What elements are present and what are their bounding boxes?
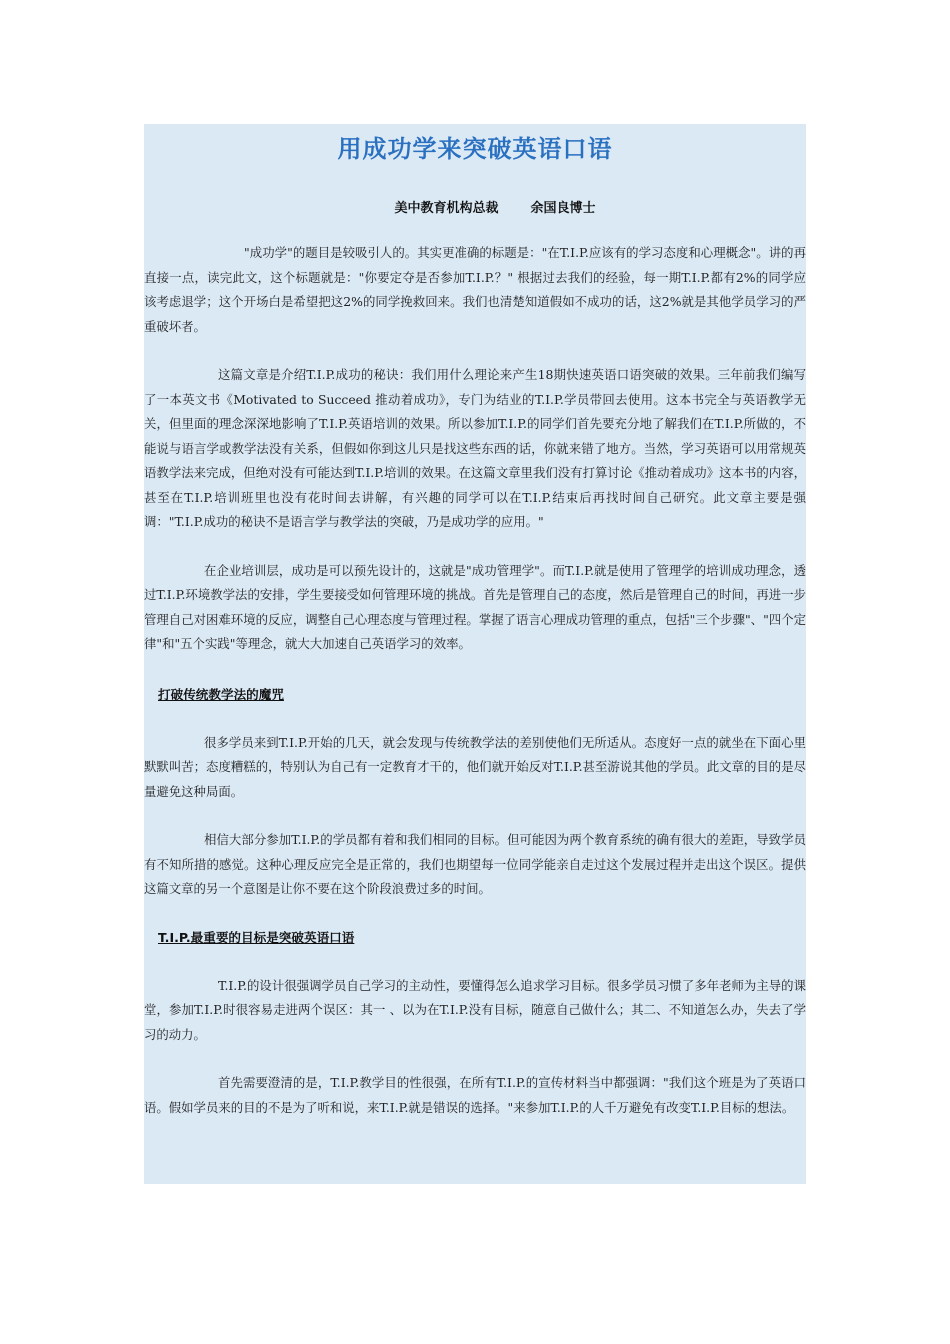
byline <box>144 199 806 219</box>
paragraph-shared-goal: 相信大部分参加T.I.P.的学员都有着和我们相同的目标。但可能因为两个教育系统的确有很大的差距，导致学员有不知所措的感觉。这种心理反应完全是正常的，我们也期望每一位同学能亲自走过这个发展过程并走出这个误区。提供这篇文章的另一个意图是让你不要在这个阶段浪费过多的时间。 <box>144 832 806 896</box>
article-panel <box>144 124 806 1184</box>
paragraph-management: 在企业培训层，成功是可以预先设计的，这就是"成功管理学"。而T.I.P.就是使用了管理学的培训成功理念，透过T.I.P.环境教学法的安排，学生要接受如何管理环境的挑战。首先是管理自己的态度，然后是管理自己的时间，再进一步管理自己对困难环境的反应，调整自己心理态度与管理过程。掌握了语言心理成功管理的重点，包括"三个步骤"、"四个定律"和"五个实践"等理念，就大大加速自己英语学习的效率。 <box>144 562 806 651</box>
paragraph-initiative: T.I.P.的设计很强调学员自己学习的主动性，要懂得怎么追求学习目标。很多学员习惯了多年老师为主导的课堂，参加T.I.P.时很容易走进两个误区：其一 、以为在T.I.P.没有目标，随意自己做什么；其二、不知道怎么办，失去了学习的动力。 <box>144 977 806 1042</box>
paragraph-intro: "成功学"的题目是较吸引人的。其实更准确的标题是："在T.I.P.应该有的学习态度和心理概念"。讲的再直接一点，读完此文，这个标题就是："你要定夺是否参加T.I.P.？" 根据过去我们的经验，每一期T.I.P.都有2%的同学应该考虑退学；这个开场白是希望把这2%的同学挽救回来。我们也清楚知道假如不成功的话，这2%就是其他学员学习的严重破坏者。 <box>144 245 806 334</box>
byline-organization: 美中教育机构总裁 <box>394 201 499 216</box>
paragraph-clarify: 首先需要澄清的是，T.I.P.教学目的性很强，在所有T.I.P.的宣传材料当中都强调："我们这个班是为了英语口语。假如学员来的目的不是为了听和说，来T.I.P.就是错误的选择。"来参加T.I.P.的人千万避免有改变T.I.P.目标的想法。 <box>144 1075 806 1115</box>
paragraph-first-days: 很多学员来到T.I.P.开始的几天，就会发现与传统教学法的差别使他们无所适从。态度好一点的就坐在下面心里默默叫苦；态度糟糕的，特别认为自己有一定教育才干的，他们就开始反对T.I.P.甚至游说其他的学员。此文章的目的是尽量避免这种局面。 <box>144 734 806 799</box>
section-heading-main-goal: T.I.P.最重要的目标是突破英语口语 <box>158 929 355 945</box>
paragraph-secret: 这篇文章是介绍T.I.P.成功的秘诀：我们用什么理论来产生18期快速英语口语突破的效果。三年前我们编写了一本英文书《Motivated to Succeed 推动着成功》，专门为结业的T.I.P.学员带回去使用。这本书完全与英语教学无关，但里面的理念深深地影响了T.I.P.英语培训的效果。所以参加T.I.P.的同学们首先要充分地了解我们在T.I.P.所做的，不能说与语言学或教学法没有关系，但假如你到这儿只是找这些东西的话，你就来错了地方。当然，学习英语可以用常规英语教学法来完成，但绝对没有可能达到T.I.P.培训的效果。在这篇文章里我们没有打算讨论《推动着成功》这本书的内容，甚至在T.I.P.培训班里也没有花时间去讲解，有兴趣的同学可以在T.I.P.结束后再找时间自己研究。此文章主要是强调："T.I.P.成功的秘诀不是语言学与教学法的突破，乃是成功学的应用。" <box>144 367 806 529</box>
byline-author: 余国良博士 <box>530 201 596 216</box>
section-heading-break-tradition: 打破传统教学法的魔咒 <box>158 686 284 702</box>
article-title: 用成功学来突破英语口语 <box>337 134 613 163</box>
